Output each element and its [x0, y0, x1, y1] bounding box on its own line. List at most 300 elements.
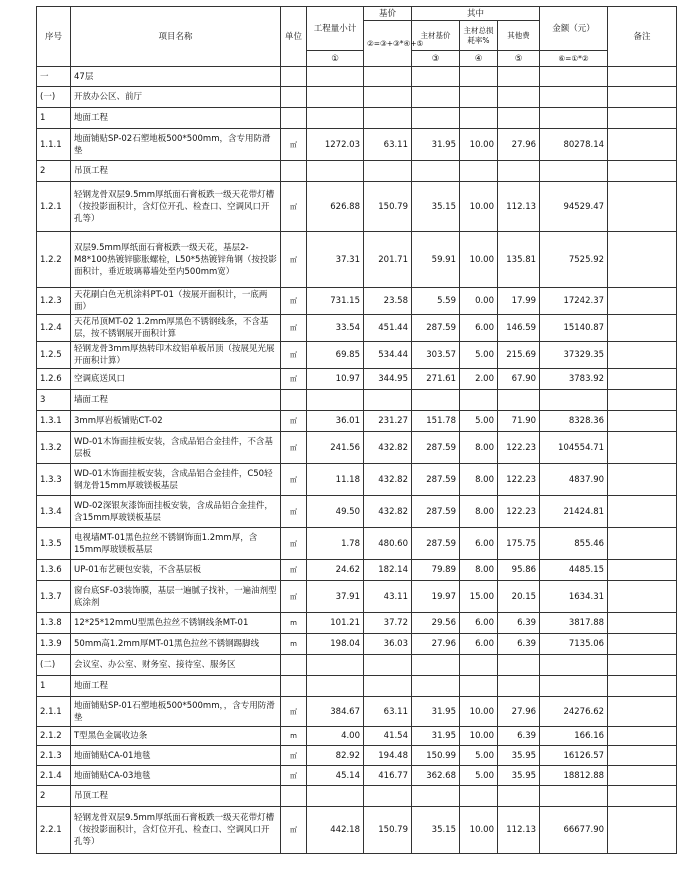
table-body	[37, 67, 677, 854]
row-unit: ㎡	[281, 581, 307, 613]
row-empty-cell	[540, 108, 608, 129]
section-row	[37, 108, 677, 129]
row-other-fee: 35.95	[498, 746, 540, 766]
section-row	[37, 161, 677, 182]
row-main-material-loss: 0.00	[460, 288, 498, 315]
row-unit: ㎡	[281, 369, 307, 390]
row-unit: ㎡	[281, 746, 307, 766]
row-empty-cell	[412, 161, 460, 182]
row-empty-cell	[412, 390, 460, 411]
row-qty: 731.15	[307, 288, 364, 315]
row-other-fee: 17.99	[498, 288, 540, 315]
row-empty-cell	[281, 786, 307, 807]
row-qty: 24.62	[307, 560, 364, 581]
row-main-material-loss: 8.00	[460, 560, 498, 581]
table-row	[37, 369, 677, 390]
header-col-4: ④	[460, 51, 498, 67]
row-unit-price: 23.58	[364, 288, 412, 315]
row-main-material-price: 31.95	[412, 697, 460, 727]
row-unit-price: 432.82	[364, 432, 412, 464]
row-main-material-price: 287.59	[412, 315, 460, 342]
row-qty: 10.97	[307, 369, 364, 390]
row-item-name: 天花刷白色无机涂料PT-01（按展开面积计，一底两面）	[71, 288, 281, 315]
row-qty: 1.78	[307, 528, 364, 560]
row-unit: m	[281, 613, 307, 634]
table-row	[37, 432, 677, 464]
row-remark	[608, 496, 677, 528]
row-empty-cell	[307, 390, 364, 411]
row-unit-price: 534.44	[364, 342, 412, 369]
row-other-fee: 27.96	[498, 129, 540, 161]
row-seq: 1	[37, 676, 71, 697]
header-col-3: ③	[412, 51, 460, 67]
row-empty-cell	[307, 87, 364, 108]
row-qty: 442.18	[307, 807, 364, 854]
row-item-name: 50mm高1.2mm厚MT-01黑色拉丝不锈钢踢脚线	[71, 634, 281, 655]
section-row	[37, 655, 677, 676]
row-seq: 1.3.6	[37, 560, 71, 581]
row-empty-cell	[281, 67, 307, 87]
row-item-name: 地面工程	[71, 108, 281, 129]
row-other-fee: 135.81	[498, 232, 540, 288]
row-main-material-price: 151.78	[412, 411, 460, 432]
row-amount: 4485.15	[540, 560, 608, 581]
row-amount: 104554.71	[540, 432, 608, 464]
row-empty-cell	[281, 161, 307, 182]
row-unit-price: 201.71	[364, 232, 412, 288]
row-qty: 11.18	[307, 464, 364, 496]
row-amount: 3817.88	[540, 613, 608, 634]
row-qty: 82.92	[307, 746, 364, 766]
row-seq: 1.2.4	[37, 315, 71, 342]
row-amount: 94529.47	[540, 182, 608, 232]
row-seq: 1.3.4	[37, 496, 71, 528]
row-item-name: 窗台底SF-03装饰膜，基层一遍腻子找补，一遍油剂型底涂剂	[71, 581, 281, 613]
row-empty-cell	[364, 108, 412, 129]
row-empty-cell	[307, 655, 364, 676]
row-empty-cell	[460, 67, 498, 87]
row-item-name: 地面铺贴SP-01石塑地板500*500mm，，含专用防滑垫	[71, 697, 281, 727]
row-qty: 4.00	[307, 727, 364, 746]
row-item-name: 空调底送风口	[71, 369, 281, 390]
row-qty: 37.91	[307, 581, 364, 613]
row-remark	[608, 581, 677, 613]
row-unit-price: 63.11	[364, 129, 412, 161]
row-seq: 1.1.1	[37, 129, 71, 161]
row-unit: ㎡	[281, 432, 307, 464]
table-row	[37, 697, 677, 727]
row-empty-cell	[460, 108, 498, 129]
row-qty: 33.54	[307, 315, 364, 342]
row-main-material-loss: 10.00	[460, 232, 498, 288]
table-row	[37, 496, 677, 528]
bill-of-quantities-table	[36, 6, 677, 854]
row-item-name: 吊顶工程	[71, 161, 281, 182]
row-remark	[608, 232, 677, 288]
row-other-fee: 95.86	[498, 560, 540, 581]
table-row	[37, 288, 677, 315]
row-item-name: 地面铺贴CA-01地毯	[71, 746, 281, 766]
row-empty-cell	[460, 676, 498, 697]
row-qty: 49.50	[307, 496, 364, 528]
row-unit-price: 432.82	[364, 496, 412, 528]
row-item-name: 双层9.5mm厚纸面石膏板跌一级天花，基层2-M8*100热镀锌膨胀螺栓，L50*5热镀锌角钢（按投影面积计，垂近玻璃幕墙处至内500mm宽）	[71, 232, 281, 288]
table-row	[37, 613, 677, 634]
row-empty-cell	[460, 390, 498, 411]
table-row	[37, 746, 677, 766]
row-empty-cell	[498, 108, 540, 129]
row-remark	[608, 746, 677, 766]
row-seq: 1.2.6	[37, 369, 71, 390]
row-empty-cell	[364, 786, 412, 807]
row-empty-cell	[540, 390, 608, 411]
row-unit-price: 43.11	[364, 581, 412, 613]
row-main-material-loss: 10.00	[460, 807, 498, 854]
row-main-material-loss: 10.00	[460, 727, 498, 746]
row-amount: 7135.06	[540, 634, 608, 655]
row-unit: ㎡	[281, 411, 307, 432]
row-other-fee: 122.23	[498, 496, 540, 528]
row-empty-cell	[540, 786, 608, 807]
row-empty-cell	[608, 655, 677, 676]
row-unit: ㎡	[281, 528, 307, 560]
row-main-material-price: 287.59	[412, 496, 460, 528]
row-empty-cell	[608, 87, 677, 108]
row-main-material-loss: 8.00	[460, 496, 498, 528]
row-empty-cell	[364, 676, 412, 697]
row-amount: 855.46	[540, 528, 608, 560]
row-unit-price: 480.60	[364, 528, 412, 560]
row-main-material-price: 35.15	[412, 182, 460, 232]
table-row	[37, 464, 677, 496]
header-col-1: ①	[307, 51, 364, 67]
row-main-material-loss: 6.00	[460, 528, 498, 560]
row-main-material-loss: 10.00	[460, 697, 498, 727]
row-qty: 626.88	[307, 182, 364, 232]
row-item-name: UP-01布艺硬包安装，不含基层板	[71, 560, 281, 581]
table-row	[37, 581, 677, 613]
header-qty: 工程量小计	[307, 7, 364, 51]
row-unit-price: 150.79	[364, 182, 412, 232]
row-empty-cell	[307, 161, 364, 182]
row-main-material-price: 29.56	[412, 613, 460, 634]
row-qty: 45.14	[307, 766, 364, 786]
row-qty: 241.56	[307, 432, 364, 464]
row-remark	[608, 697, 677, 727]
row-main-material-loss: 8.00	[460, 432, 498, 464]
row-seq: 1.2.3	[37, 288, 71, 315]
row-main-material-price: 5.59	[412, 288, 460, 315]
row-unit: ㎡	[281, 560, 307, 581]
row-empty-cell	[498, 655, 540, 676]
row-qty: 37.31	[307, 232, 364, 288]
table-row	[37, 766, 677, 786]
row-unit: m	[281, 634, 307, 655]
row-seq: (二)	[37, 655, 71, 676]
header-amount: 金额（元）	[540, 7, 608, 51]
table-row	[37, 528, 677, 560]
row-unit: ㎡	[281, 232, 307, 288]
row-item-name: WD-02深银灰漆饰面挂板安装，含成品铝合金挂件，含15mm厚玻镁板基层	[71, 496, 281, 528]
row-main-material-loss: 5.00	[460, 766, 498, 786]
row-main-material-price: 27.96	[412, 634, 460, 655]
row-empty-cell	[608, 390, 677, 411]
row-amount: 80278.14	[540, 129, 608, 161]
header-seq: 序号	[37, 7, 71, 67]
row-remark	[608, 727, 677, 746]
section-row	[37, 786, 677, 807]
row-main-material-price: 271.61	[412, 369, 460, 390]
row-main-material-price: 59.91	[412, 232, 460, 288]
section-row	[37, 67, 677, 87]
header-remark: 备注	[608, 7, 677, 67]
row-seq: 1.3.1	[37, 411, 71, 432]
row-empty-cell	[412, 676, 460, 697]
row-item-name: 3mm厚岩板铺贴CT-02	[71, 411, 281, 432]
row-remark	[608, 288, 677, 315]
row-main-material-loss: 6.00	[460, 634, 498, 655]
row-unit-price: 36.03	[364, 634, 412, 655]
table-row	[37, 727, 677, 746]
row-seq: 1.3.5	[37, 528, 71, 560]
row-unit: ㎡	[281, 464, 307, 496]
row-main-material-price: 287.59	[412, 528, 460, 560]
table-row	[37, 411, 677, 432]
row-main-material-price: 150.99	[412, 746, 460, 766]
row-main-material-loss: 5.00	[460, 746, 498, 766]
row-seq: 1.2.1	[37, 182, 71, 232]
row-unit: ㎡	[281, 697, 307, 727]
row-main-material-price: 31.95	[412, 727, 460, 746]
row-other-fee: 35.95	[498, 766, 540, 786]
row-empty-cell	[307, 676, 364, 697]
row-unit: ㎡	[281, 288, 307, 315]
table-row	[37, 315, 677, 342]
table-row	[37, 807, 677, 854]
row-other-fee: 20.15	[498, 581, 540, 613]
row-other-fee: 112.13	[498, 807, 540, 854]
row-qty: 198.04	[307, 634, 364, 655]
row-seq: 2.2.1	[37, 807, 71, 854]
row-other-fee: 67.90	[498, 369, 540, 390]
row-remark	[608, 560, 677, 581]
row-empty-cell	[498, 786, 540, 807]
row-amount: 4837.90	[540, 464, 608, 496]
header-unit-price-formula: ②=③+③*④+⑤	[364, 21, 412, 67]
row-empty-cell	[608, 161, 677, 182]
row-seq: 1.3.7	[37, 581, 71, 613]
row-unit-price: 416.77	[364, 766, 412, 786]
row-seq: 1.2.2	[37, 232, 71, 288]
row-empty-cell	[307, 67, 364, 87]
row-empty-cell	[460, 161, 498, 182]
row-main-material-loss: 6.00	[460, 315, 498, 342]
row-other-fee: 6.39	[498, 634, 540, 655]
row-remark	[608, 613, 677, 634]
row-empty-cell	[364, 655, 412, 676]
row-amount: 3783.92	[540, 369, 608, 390]
row-unit-price: 63.11	[364, 697, 412, 727]
table-row	[37, 342, 677, 369]
row-item-name: 轻钢龙骨3mm厚热转印木纹铝单板吊顶（按展见光展开面积计算）	[71, 342, 281, 369]
table-row	[37, 634, 677, 655]
row-qty: 101.21	[307, 613, 364, 634]
row-main-material-loss: 15.00	[460, 581, 498, 613]
row-other-fee: 6.39	[498, 613, 540, 634]
row-amount: 7525.92	[540, 232, 608, 288]
row-other-fee: 27.96	[498, 697, 540, 727]
row-main-material-price: 362.68	[412, 766, 460, 786]
row-empty-cell	[412, 786, 460, 807]
row-item-name: WD-01木饰面挂板安装，含成品铝合金挂件，C50轻钢龙骨15mm厚玻镁板基层	[71, 464, 281, 496]
row-empty-cell	[412, 67, 460, 87]
header-unit-price: 基价	[364, 7, 412, 21]
row-amount: 24276.62	[540, 697, 608, 727]
row-seq: 2.1.3	[37, 746, 71, 766]
row-main-material-price: 287.59	[412, 432, 460, 464]
row-main-material-price: 35.15	[412, 807, 460, 854]
row-item-name: 47层	[71, 67, 281, 87]
row-remark	[608, 464, 677, 496]
section-row	[37, 390, 677, 411]
row-empty-cell	[498, 87, 540, 108]
header-col-5: ⑤	[498, 51, 540, 67]
row-main-material-loss: 2.00	[460, 369, 498, 390]
row-empty-cell	[281, 676, 307, 697]
row-unit: ㎡	[281, 342, 307, 369]
row-empty-cell	[498, 676, 540, 697]
row-empty-cell	[498, 161, 540, 182]
row-unit-price: 194.48	[364, 746, 412, 766]
header-of-which: 其中	[412, 7, 540, 21]
row-amount: 37329.35	[540, 342, 608, 369]
row-unit-price: 231.27	[364, 411, 412, 432]
row-empty-cell	[307, 786, 364, 807]
row-empty-cell	[460, 786, 498, 807]
row-remark	[608, 342, 677, 369]
row-seq: 1.3.2	[37, 432, 71, 464]
row-other-fee: 112.13	[498, 182, 540, 232]
table-row	[37, 560, 677, 581]
row-main-material-loss: 6.00	[460, 613, 498, 634]
row-seq: 2	[37, 161, 71, 182]
row-seq: 3	[37, 390, 71, 411]
header-item-name: 项目名称	[71, 7, 281, 67]
row-main-material-price: 31.95	[412, 129, 460, 161]
row-remark	[608, 528, 677, 560]
row-amount: 166.16	[540, 727, 608, 746]
row-other-fee: 146.59	[498, 315, 540, 342]
row-amount: 8328.36	[540, 411, 608, 432]
row-item-name: 天花吊顶MT-02 1.2mm厚黑色不锈钢线条，不含基层，按不锈钢展开面积计算	[71, 315, 281, 342]
row-seq: 1.2.5	[37, 342, 71, 369]
row-empty-cell	[281, 87, 307, 108]
row-empty-cell	[412, 87, 460, 108]
row-item-name: 电视墙MT-01黑色拉丝不锈钢饰面1.2mm厚，含15mm厚玻镁板基层	[71, 528, 281, 560]
row-item-name: WD-01木饰面挂板安装，含成品铝合金挂件，不含基层板	[71, 432, 281, 464]
row-item-name: 轻钢龙骨双层9.5mm厚纸面石膏板跌一级天花带灯槽（按投影面积计，含灯位开孔、检查口、空调风口开孔等）	[71, 807, 281, 854]
header-main-material-loss: 主材总损耗率%	[460, 21, 498, 51]
row-qty: 36.01	[307, 411, 364, 432]
row-item-name: T型黑色金属收边条	[71, 727, 281, 746]
row-empty-cell	[281, 655, 307, 676]
row-amount: 1634.31	[540, 581, 608, 613]
row-unit-price: 182.14	[364, 560, 412, 581]
row-seq: 2.1.1	[37, 697, 71, 727]
row-unit: ㎡	[281, 496, 307, 528]
row-main-material-loss: 10.00	[460, 129, 498, 161]
row-seq: 2.1.2	[37, 727, 71, 746]
row-amount: 17242.37	[540, 288, 608, 315]
row-empty-cell	[608, 676, 677, 697]
table-row	[37, 232, 677, 288]
row-main-material-loss: 5.00	[460, 342, 498, 369]
row-main-material-loss: 8.00	[460, 464, 498, 496]
section-row	[37, 676, 677, 697]
row-remark	[608, 411, 677, 432]
row-unit-price: 344.95	[364, 369, 412, 390]
row-seq: 1.3.3	[37, 464, 71, 496]
row-item-name: 地面铺贴SP-02石塑地板500*500mm，含专用防滑垫	[71, 129, 281, 161]
row-empty-cell	[540, 67, 608, 87]
row-unit: m	[281, 727, 307, 746]
row-amount: 21424.81	[540, 496, 608, 528]
row-amount: 15140.87	[540, 315, 608, 342]
row-unit: ㎡	[281, 807, 307, 854]
row-empty-cell	[460, 87, 498, 108]
row-empty-cell	[364, 67, 412, 87]
row-unit: ㎡	[281, 182, 307, 232]
header-unit: 单位	[281, 7, 307, 67]
row-amount: 16126.57	[540, 746, 608, 766]
row-main-material-price: 287.59	[412, 464, 460, 496]
row-unit-price: 432.82	[364, 464, 412, 496]
row-other-fee: 6.39	[498, 727, 540, 746]
row-main-material-price: 19.97	[412, 581, 460, 613]
row-empty-cell	[498, 67, 540, 87]
row-remark	[608, 129, 677, 161]
row-amount: 66677.90	[540, 807, 608, 854]
table-row	[37, 182, 677, 232]
row-main-material-loss: 10.00	[460, 182, 498, 232]
row-unit-price: 37.72	[364, 613, 412, 634]
row-item-name: 轻钢龙骨双层9.5mm厚纸面石膏板跌一级天花带灯槽（按投影面积计，含灯位开孔、检查口、空调风口开孔等）	[71, 182, 281, 232]
row-unit-price: 41.54	[364, 727, 412, 746]
row-main-material-price: 303.57	[412, 342, 460, 369]
row-qty: 69.85	[307, 342, 364, 369]
row-seq: 一	[37, 67, 71, 87]
row-remark	[608, 315, 677, 342]
section-row	[37, 87, 677, 108]
row-remark	[608, 432, 677, 464]
row-unit-price: 150.79	[364, 807, 412, 854]
row-empty-cell	[364, 390, 412, 411]
row-item-name: 墙面工程	[71, 390, 281, 411]
row-empty-cell	[364, 161, 412, 182]
row-item-name: 12*25*12mmU型黑色拉丝不锈钢线条MT-01	[71, 613, 281, 634]
header-amount-formula: ⑥=①*②	[540, 51, 608, 67]
row-empty-cell	[412, 108, 460, 129]
row-other-fee: 215.69	[498, 342, 540, 369]
row-qty: 384.67	[307, 697, 364, 727]
row-unit: ㎡	[281, 766, 307, 786]
row-item-name: 地面铺贴CA-03地毯	[71, 766, 281, 786]
row-empty-cell	[460, 655, 498, 676]
row-seq: (一)	[37, 87, 71, 108]
row-empty-cell	[608, 67, 677, 87]
row-seq: 1.3.9	[37, 634, 71, 655]
row-seq: 2.1.4	[37, 766, 71, 786]
